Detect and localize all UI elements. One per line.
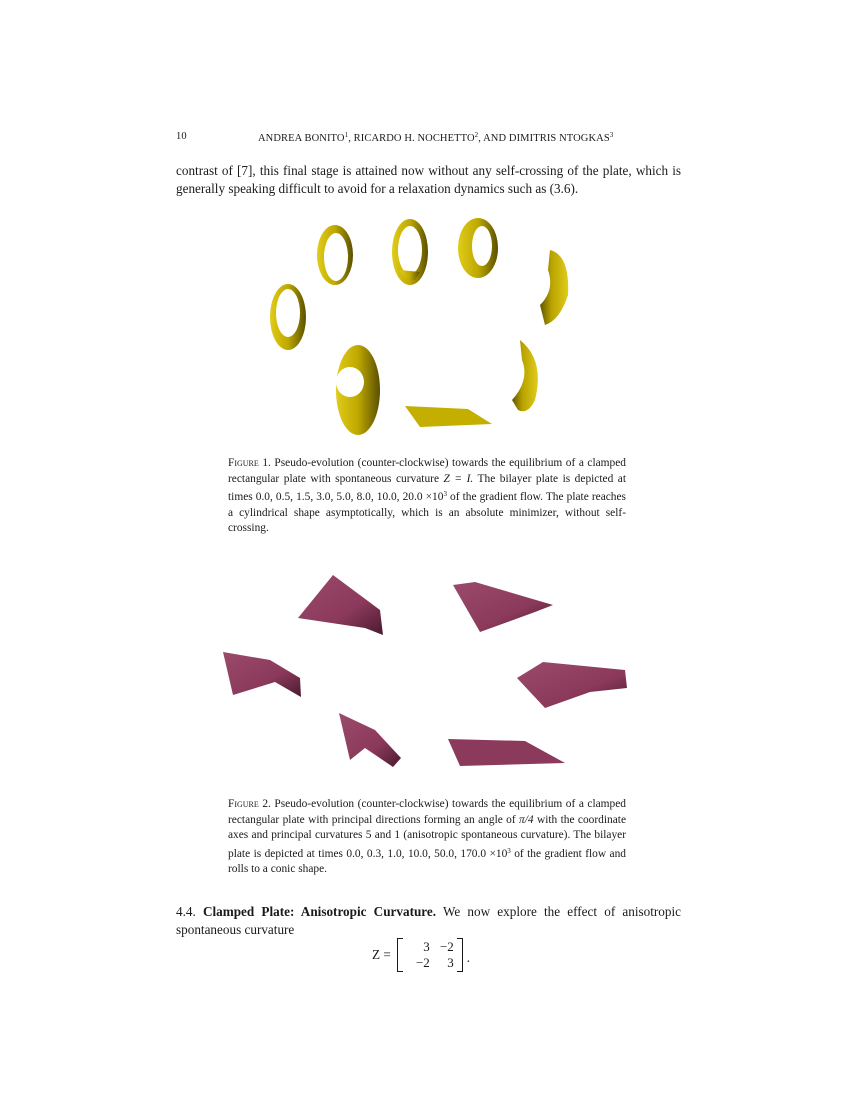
- figure-2-caption: Figure 2. Pseudo-evolution (counter-clockwise) towards the equilibrium of a clamped rectangular plate with principal directions forming an angle of π/4 with the coordinate axes and principal curvatures 5 and 1 (anisotropic spontaneous curvature). The bilayer plate is depicted at times 0.0, 0.3, 1.0, 10.0, 50.0, $170.0 \times 10^3$ of the gradient flow and rolls to a conic shape.: [228, 798, 627, 876]
- section-paragraph: 4.4. Clamped Plate: Anisotropic Curvature. We now explore the effect of anisotropic spontaneous curvature: [176, 904, 681, 937]
- author-line: ANDREA BONITO$^1$, RICARDO H. NOCHETTO$^2$, AND DIMITRIS NTOGKAS$^3$: [258, 131, 614, 144]
- figure-label: Figure 2.: [228, 798, 271, 810]
- figure-1-caption: Figure 1. Pseudo-evolution (counter-clockwise) towards the equilibrium of a clamped rectangular plate with spontaneous curvature Z = I. The bilayer plate is depicted at times 0.0, 0.5, 1.5, 3.0, 5.0, 8.0, 10.0, $20.0 \times 10^3$ of the gradient flow. The plate reaches a cylindrical shape asymptotically, which is an absolute minimizer, without self-crossing.: [228, 457, 627, 535]
- figure-label: Figure 1.: [228, 457, 271, 469]
- equation: Z = 3 −2 −2 3 .: [372, 939, 471, 970]
- matrix: 3 −2 −2 3: [397, 938, 463, 972]
- section-number: 4.4.: [176, 904, 196, 919]
- section-title: Clamped Plate: Anisotropic Curvature.: [202, 904, 437, 919]
- figure-2-image: [215, 570, 635, 770]
- equation-lhs: Z =: [372, 947, 391, 962]
- figure-1-image: [250, 210, 610, 440]
- page-number: 10: [176, 131, 187, 142]
- body-paragraph: contrast of [7], this final stage is attained now without any self-crossing of the plate, which is generally speaking difficult to avoid for a relaxation dynamics such as (3.6).: [176, 163, 681, 196]
